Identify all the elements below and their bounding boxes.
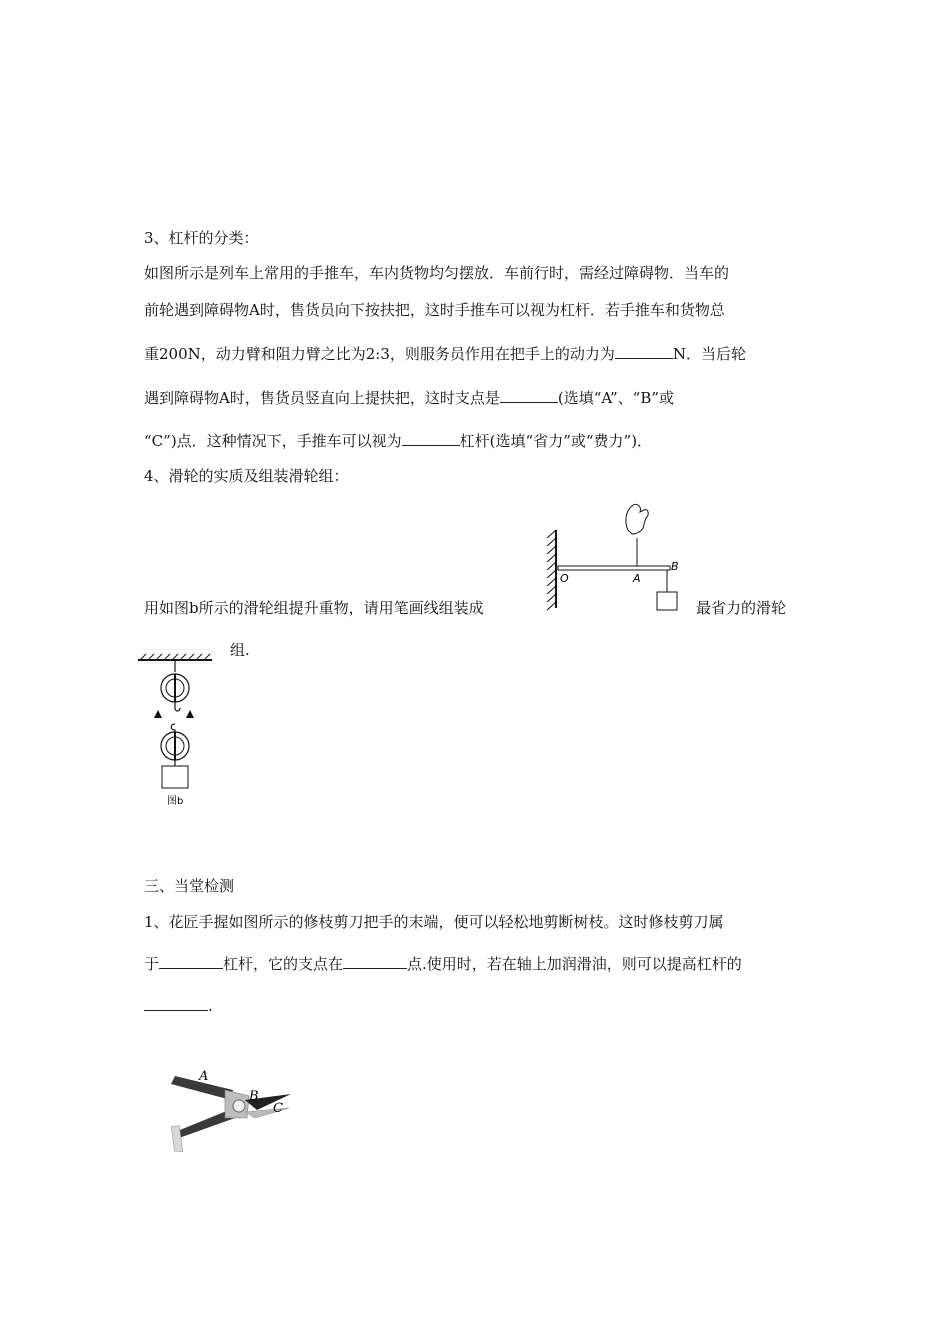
check-line-2 (144, 954, 742, 974)
wall-hatching (547, 530, 556, 610)
check-heading: 三、当堂检测 (144, 877, 235, 895)
answer-blank[interactable] (615, 344, 673, 359)
lever-bar (558, 566, 670, 570)
question-text: 遇到障碍物A时，售货员竖直向上提扶把，这时支点是 (144, 389, 500, 407)
fixed-pulley-bottom-hook (175, 702, 180, 711)
section-3-line-3 (144, 344, 746, 364)
question-text: (选填“A”、“B”或 (557, 389, 675, 407)
section-3-heading: 3、杠杆的分类： (144, 229, 259, 247)
label-o: O (560, 572, 569, 585)
shears-label-a: A (199, 1069, 209, 1084)
hand-icon (626, 504, 648, 534)
label-a: A (633, 572, 641, 585)
question-text: “C”)点．这种情况下，手推车可以视为 (144, 432, 402, 450)
rope-end-left (154, 710, 162, 718)
answer-blank[interactable] (343, 954, 407, 969)
section-3-line-5 (144, 431, 652, 451)
lever-diagram (540, 500, 690, 612)
question-text: 杠杆(选填“省力”或“费力”)． (459, 432, 653, 450)
check-line-1: 1、花匠手握如图所示的修枝剪刀把手的末端，便可以轻松地剪断树枝。这时修枝剪刀属 (144, 913, 724, 931)
section-3-line-1: 如图所示是列车上常用的手推车，车内货物均匀摆放．车前行时，需经过障碍物．当车的 (144, 264, 730, 282)
rope-end-right (186, 710, 194, 718)
question-text: 重200N，动力臂和阻力臂之比为2:3，则服务员作用在把手上的动力为 (144, 345, 615, 363)
shears-label-c: C (273, 1101, 283, 1116)
answer-blank[interactable] (500, 388, 558, 403)
load-block (162, 766, 188, 788)
weight-block (657, 592, 677, 610)
question-text: N．当后轮 (672, 345, 747, 363)
pivot-bolt (233, 1100, 245, 1112)
answer-blank[interactable] (144, 996, 208, 1011)
section-4-line-2: 组. (230, 641, 250, 659)
section-3-line-4 (144, 388, 674, 408)
question-text: . (208, 997, 213, 1015)
label-b: B (671, 560, 679, 573)
figure-b-caption: 图b (167, 796, 184, 807)
shears-label-b: B (249, 1089, 259, 1104)
section-3-line-2: 前轮遇到障碍物A时，售货员向下按扶把，这时手推车可以视为杠杆．若手推车和货物总 (144, 301, 725, 319)
section-4-heading: 4、滑轮的实质及组装滑轮组： (144, 467, 349, 485)
question-text: 杠杆，它的支点在 (223, 955, 344, 973)
spring-lock (171, 1126, 183, 1152)
question-text: 于 (144, 955, 160, 973)
section-4-line-1a: 用如图b所示的滑轮组提升重物，请用笔画线组装成 (144, 599, 484, 617)
section-4-line-1b: 最省力的滑轮 (696, 599, 787, 617)
pulley-diagram (134, 650, 216, 812)
pruning-shears-image (165, 1060, 295, 1152)
check-line-3 (144, 996, 213, 1016)
question-text: 点.使用时，若在轴上加润滑油，则可以提高杠杆的 (407, 955, 742, 973)
answer-blank[interactable] (159, 954, 223, 969)
answer-blank[interactable] (402, 431, 460, 446)
